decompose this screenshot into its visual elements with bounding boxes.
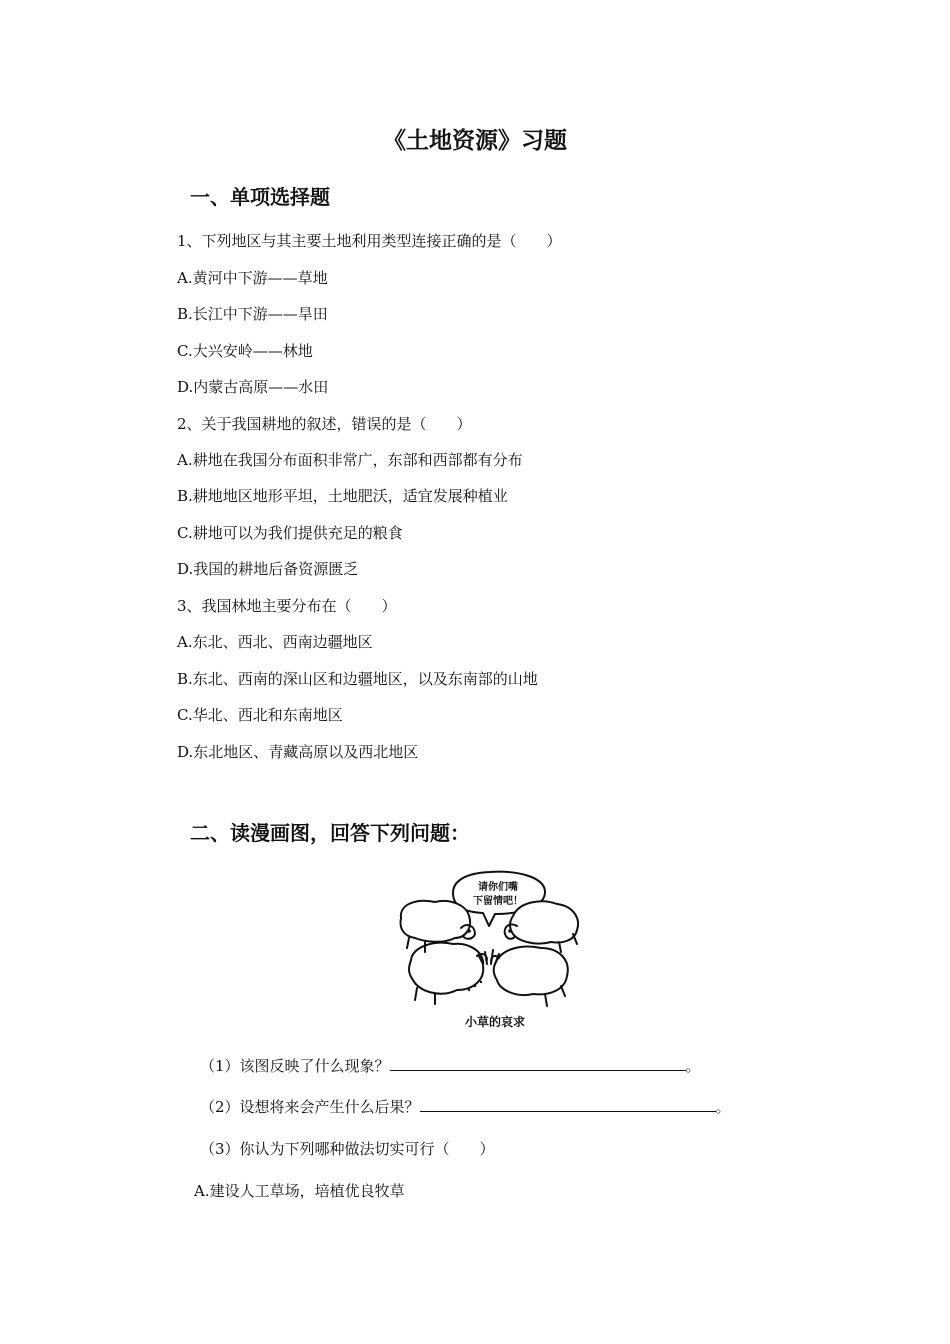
answer-blank[interactable] (390, 1056, 686, 1071)
section-heading-cartoon: 二、读漫画图，回答下列问题： (190, 821, 470, 845)
option: B.长江中下游——旱田 (177, 305, 328, 323)
sub-question-text: （2）设想将来会产生什么后果？ (200, 1098, 420, 1116)
sub-question-end: 。 (685, 1057, 701, 1075)
question-stem: 2、关于我国耕地的叙述，错误的是（ ） (177, 415, 472, 433)
speech-bubble-line1: 请你们嘴 (478, 882, 518, 893)
sub-question-3 (200, 1139, 495, 1159)
sub-question-text: （1）该图反映了什么现象？ (200, 1057, 390, 1075)
option: A.耕地在我国分布面积非常广，东部和西部都有分布 (177, 451, 523, 469)
sub-question-end: 。 (715, 1098, 731, 1116)
question-stem: 3、我国林地主要分布在（ ） (177, 597, 397, 615)
option: D.内蒙古高原——水田 (177, 378, 329, 396)
cartoon-illustration (395, 868, 585, 1036)
page-title: 《土地资源》习题 (383, 128, 567, 154)
sub-question-1 (200, 1056, 701, 1076)
section-heading-choice: 一、单项选择题 (190, 185, 330, 209)
option: B.耕地地区地形平坦，土地肥沃，适宜发展种植业 (177, 487, 508, 505)
sub-question-2 (200, 1097, 731, 1117)
option: D.东北地区、青藏高原以及西北地区 (177, 743, 419, 761)
option: B.东北、西南的深山区和边疆地区，以及东南部的山地 (177, 670, 538, 688)
cartoon-caption: 小草的哀求 (464, 1015, 526, 1029)
sub-question-text: （3）你认为下列哪种做法切实可行（ ） (200, 1140, 495, 1158)
speech-bubble-line2: 下留情吧！ (473, 896, 523, 907)
answer-blank[interactable] (420, 1097, 716, 1112)
option: C.耕地可以为我们提供充足的粮食 (177, 524, 403, 542)
option: D.我国的耕地后备资源匮乏 (177, 560, 359, 578)
option: C.华北、西北和东南地区 (177, 706, 343, 724)
option: C.大兴安岭——林地 (177, 342, 313, 360)
option: A.黄河中下游——草地 (177, 269, 328, 287)
question-stem: 1、下列地区与其主要土地利用类型连接正确的是（ ） (177, 232, 562, 250)
option: A.东北、西北、西南边疆地区 (177, 633, 373, 651)
option: A.建设人工草场，培植优良牧草 (194, 1182, 405, 1200)
